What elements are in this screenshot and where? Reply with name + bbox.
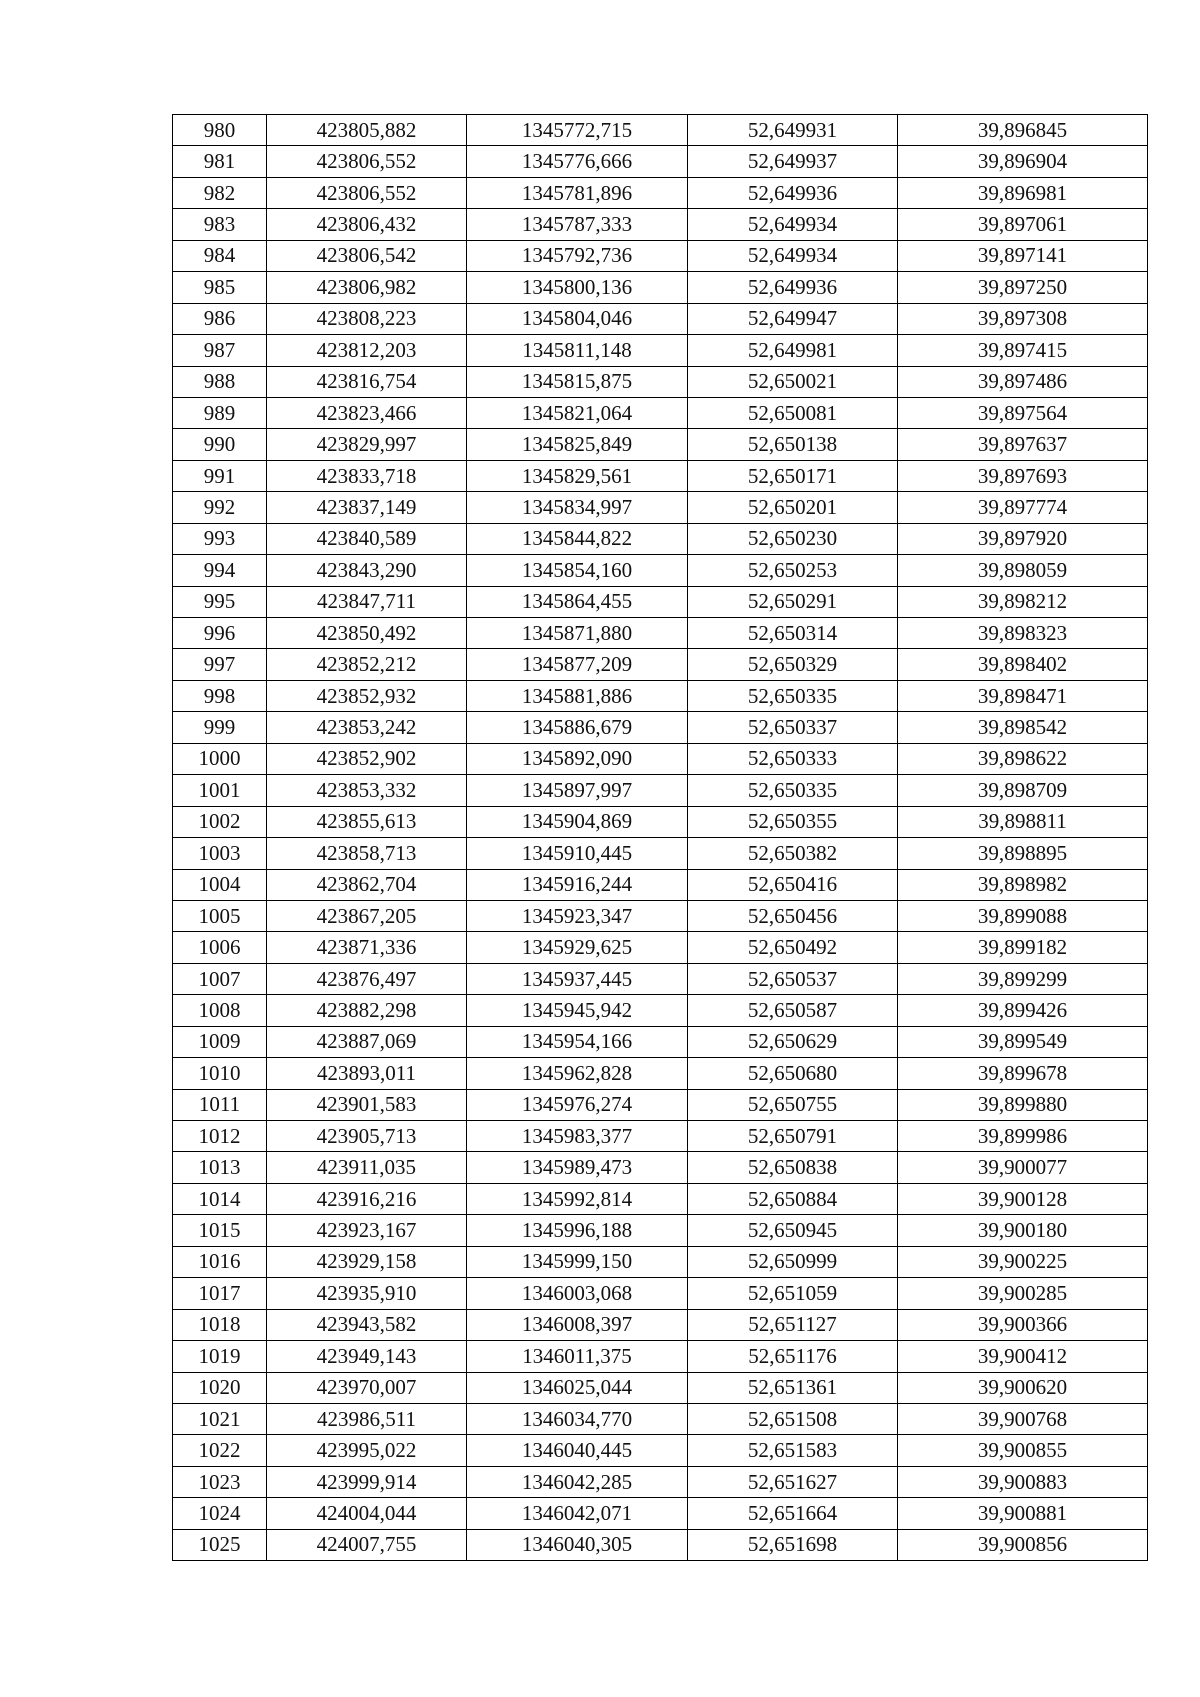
point-number-cell: 997	[173, 649, 267, 680]
y-coordinate-cell: 1345844,822	[467, 523, 688, 554]
table-row	[173, 1183, 1148, 1214]
longitude-cell: 39,896981	[898, 177, 1148, 208]
y-coordinate-cell: 1345904,869	[467, 806, 688, 837]
table-row	[173, 1246, 1148, 1277]
latitude-cell: 52,650884	[688, 1183, 898, 1214]
y-coordinate-cell: 1345923,347	[467, 900, 688, 931]
latitude-cell: 52,650314	[688, 618, 898, 649]
table-row	[173, 1058, 1148, 1089]
latitude-cell: 52,650755	[688, 1089, 898, 1120]
y-coordinate-cell: 1345897,997	[467, 775, 688, 806]
latitude-cell: 52,650629	[688, 1026, 898, 1057]
point-number-cell: 1024	[173, 1498, 267, 1529]
longitude-cell: 39,898895	[898, 838, 1148, 869]
table-row	[173, 177, 1148, 208]
longitude-cell: 39,900883	[898, 1466, 1148, 1497]
y-coordinate-cell: 1345916,244	[467, 869, 688, 900]
y-coordinate-cell: 1345929,625	[467, 932, 688, 963]
point-number-cell: 1017	[173, 1278, 267, 1309]
table-row	[173, 900, 1148, 931]
latitude-cell: 52,649981	[688, 335, 898, 366]
point-number-cell: 983	[173, 209, 267, 240]
x-coordinate-cell: 423935,910	[267, 1278, 467, 1309]
longitude-cell: 39,898709	[898, 775, 1148, 806]
y-coordinate-cell: 1345772,715	[467, 115, 688, 146]
x-coordinate-cell: 423806,432	[267, 209, 467, 240]
y-coordinate-cell: 1346040,305	[467, 1529, 688, 1560]
x-coordinate-cell: 423829,997	[267, 429, 467, 460]
table-row	[173, 1278, 1148, 1309]
y-coordinate-cell: 1345886,679	[467, 712, 688, 743]
x-coordinate-cell: 423970,007	[267, 1372, 467, 1403]
x-coordinate-cell: 424007,755	[267, 1529, 467, 1560]
point-number-cell: 1004	[173, 869, 267, 900]
latitude-cell: 52,650337	[688, 712, 898, 743]
latitude-cell: 52,651361	[688, 1372, 898, 1403]
y-coordinate-cell: 1345864,455	[467, 586, 688, 617]
longitude-cell: 39,900285	[898, 1278, 1148, 1309]
table-row	[173, 397, 1148, 428]
table-row	[173, 335, 1148, 366]
longitude-cell: 39,900366	[898, 1309, 1148, 1340]
x-coordinate-cell: 423852,212	[267, 649, 467, 680]
table-row	[173, 1529, 1148, 1560]
longitude-cell: 39,898811	[898, 806, 1148, 837]
longitude-cell: 39,897637	[898, 429, 1148, 460]
latitude-cell: 52,651059	[688, 1278, 898, 1309]
latitude-cell: 52,650329	[688, 649, 898, 680]
x-coordinate-cell: 423911,035	[267, 1152, 467, 1183]
x-coordinate-cell: 423949,143	[267, 1341, 467, 1372]
x-coordinate-cell: 423847,711	[267, 586, 467, 617]
longitude-cell: 39,899986	[898, 1121, 1148, 1152]
latitude-cell: 52,649936	[688, 272, 898, 303]
y-coordinate-cell: 1345877,209	[467, 649, 688, 680]
latitude-cell: 52,650021	[688, 366, 898, 397]
longitude-cell: 39,898402	[898, 649, 1148, 680]
latitude-cell: 52,649947	[688, 303, 898, 334]
x-coordinate-cell: 423923,167	[267, 1215, 467, 1246]
table-row	[173, 523, 1148, 554]
table-row	[173, 1152, 1148, 1183]
table-row	[173, 555, 1148, 586]
table-row	[173, 932, 1148, 963]
longitude-cell: 39,899182	[898, 932, 1148, 963]
y-coordinate-cell: 1345999,150	[467, 1246, 688, 1277]
table-row	[173, 1466, 1148, 1497]
point-number-cell: 1005	[173, 900, 267, 931]
latitude-cell: 52,650587	[688, 995, 898, 1026]
y-coordinate-cell: 1345989,473	[467, 1152, 688, 1183]
longitude-cell: 39,897693	[898, 460, 1148, 491]
latitude-cell: 52,651664	[688, 1498, 898, 1529]
latitude-cell: 52,650335	[688, 775, 898, 806]
point-number-cell: 986	[173, 303, 267, 334]
x-coordinate-cell: 423806,552	[267, 177, 467, 208]
longitude-cell: 39,898622	[898, 743, 1148, 774]
x-coordinate-cell: 423986,511	[267, 1403, 467, 1434]
y-coordinate-cell: 1345996,188	[467, 1215, 688, 1246]
point-number-cell: 1011	[173, 1089, 267, 1120]
latitude-cell: 52,650456	[688, 900, 898, 931]
latitude-cell: 52,650201	[688, 492, 898, 523]
y-coordinate-cell: 1345792,736	[467, 240, 688, 271]
table-row	[173, 272, 1148, 303]
table-row	[173, 429, 1148, 460]
latitude-cell: 52,649934	[688, 209, 898, 240]
point-number-cell: 990	[173, 429, 267, 460]
latitude-cell: 52,651627	[688, 1466, 898, 1497]
point-number-cell: 1014	[173, 1183, 267, 1214]
point-number-cell: 987	[173, 335, 267, 366]
point-number-cell: 1006	[173, 932, 267, 963]
table-row	[173, 618, 1148, 649]
table-row	[173, 492, 1148, 523]
longitude-cell: 39,897920	[898, 523, 1148, 554]
longitude-cell: 39,900077	[898, 1152, 1148, 1183]
x-coordinate-cell: 423855,613	[267, 806, 467, 837]
y-coordinate-cell: 1345854,160	[467, 555, 688, 586]
coordinates-table	[172, 114, 1148, 1561]
x-coordinate-cell: 423871,336	[267, 932, 467, 963]
table-row	[173, 115, 1148, 146]
latitude-cell: 52,651698	[688, 1529, 898, 1560]
x-coordinate-cell: 423853,332	[267, 775, 467, 806]
point-number-cell: 991	[173, 460, 267, 491]
latitude-cell: 52,650253	[688, 555, 898, 586]
latitude-cell: 52,650791	[688, 1121, 898, 1152]
y-coordinate-cell: 1345821,064	[467, 397, 688, 428]
table-row	[173, 869, 1148, 900]
x-coordinate-cell: 423808,223	[267, 303, 467, 334]
x-coordinate-cell: 423893,011	[267, 1058, 467, 1089]
x-coordinate-cell: 423823,466	[267, 397, 467, 428]
longitude-cell: 39,900881	[898, 1498, 1148, 1529]
table-row	[173, 1372, 1148, 1403]
table-row	[173, 366, 1148, 397]
y-coordinate-cell: 1346040,445	[467, 1435, 688, 1466]
longitude-cell: 39,898212	[898, 586, 1148, 617]
latitude-cell: 52,650333	[688, 743, 898, 774]
x-coordinate-cell: 423887,069	[267, 1026, 467, 1057]
point-number-cell: 994	[173, 555, 267, 586]
x-coordinate-cell: 423852,932	[267, 680, 467, 711]
y-coordinate-cell: 1345983,377	[467, 1121, 688, 1152]
point-number-cell: 993	[173, 523, 267, 554]
longitude-cell: 39,898323	[898, 618, 1148, 649]
y-coordinate-cell: 1345962,828	[467, 1058, 688, 1089]
y-coordinate-cell: 1345815,875	[467, 366, 688, 397]
longitude-cell: 39,897486	[898, 366, 1148, 397]
table-row	[173, 1309, 1148, 1340]
y-coordinate-cell: 1345945,942	[467, 995, 688, 1026]
point-number-cell: 1010	[173, 1058, 267, 1089]
longitude-cell: 39,898542	[898, 712, 1148, 743]
latitude-cell: 52,650416	[688, 869, 898, 900]
longitude-cell: 39,899088	[898, 900, 1148, 931]
longitude-cell: 39,897141	[898, 240, 1148, 271]
y-coordinate-cell: 1345804,046	[467, 303, 688, 334]
y-coordinate-cell: 1345829,561	[467, 460, 688, 491]
longitude-cell: 39,897061	[898, 209, 1148, 240]
x-coordinate-cell: 423882,298	[267, 995, 467, 1026]
x-coordinate-cell: 423806,982	[267, 272, 467, 303]
longitude-cell: 39,896904	[898, 146, 1148, 177]
latitude-cell: 52,651508	[688, 1403, 898, 1434]
latitude-cell: 52,650230	[688, 523, 898, 554]
latitude-cell: 52,650335	[688, 680, 898, 711]
x-coordinate-cell: 423843,290	[267, 555, 467, 586]
longitude-cell: 39,898059	[898, 555, 1148, 586]
x-coordinate-cell: 423867,205	[267, 900, 467, 931]
point-number-cell: 980	[173, 115, 267, 146]
longitude-cell: 39,900768	[898, 1403, 1148, 1434]
latitude-cell: 52,650355	[688, 806, 898, 837]
table-row	[173, 712, 1148, 743]
latitude-cell: 52,649936	[688, 177, 898, 208]
longitude-cell: 39,900412	[898, 1341, 1148, 1372]
latitude-cell: 52,650382	[688, 838, 898, 869]
table-row	[173, 586, 1148, 617]
latitude-cell: 52,651127	[688, 1309, 898, 1340]
y-coordinate-cell: 1345825,849	[467, 429, 688, 460]
point-number-cell: 1016	[173, 1246, 267, 1277]
longitude-cell: 39,897774	[898, 492, 1148, 523]
table-row	[173, 806, 1148, 837]
x-coordinate-cell: 423943,582	[267, 1309, 467, 1340]
point-number-cell: 1015	[173, 1215, 267, 1246]
latitude-cell: 52,650081	[688, 397, 898, 428]
table-row	[173, 209, 1148, 240]
y-coordinate-cell: 1345954,166	[467, 1026, 688, 1057]
table-row	[173, 1215, 1148, 1246]
latitude-cell: 52,649931	[688, 115, 898, 146]
y-coordinate-cell: 1345892,090	[467, 743, 688, 774]
longitude-cell: 39,899880	[898, 1089, 1148, 1120]
x-coordinate-cell: 423853,242	[267, 712, 467, 743]
table-row	[173, 743, 1148, 774]
point-number-cell: 1021	[173, 1403, 267, 1434]
coordinates-table-body	[173, 115, 1148, 1561]
x-coordinate-cell: 423806,542	[267, 240, 467, 271]
point-number-cell: 1025	[173, 1529, 267, 1560]
latitude-cell: 52,650171	[688, 460, 898, 491]
table-row	[173, 1089, 1148, 1120]
table-row	[173, 1498, 1148, 1529]
y-coordinate-cell: 1345871,880	[467, 618, 688, 649]
x-coordinate-cell: 423916,216	[267, 1183, 467, 1214]
y-coordinate-cell: 1345811,148	[467, 335, 688, 366]
x-coordinate-cell: 423837,149	[267, 492, 467, 523]
y-coordinate-cell: 1345787,333	[467, 209, 688, 240]
longitude-cell: 39,900855	[898, 1435, 1148, 1466]
longitude-cell: 39,898471	[898, 680, 1148, 711]
x-coordinate-cell: 423929,158	[267, 1246, 467, 1277]
table-row	[173, 460, 1148, 491]
x-coordinate-cell: 423850,492	[267, 618, 467, 649]
point-number-cell: 1012	[173, 1121, 267, 1152]
table-row	[173, 240, 1148, 271]
point-number-cell: 1020	[173, 1372, 267, 1403]
y-coordinate-cell: 1345910,445	[467, 838, 688, 869]
y-coordinate-cell: 1345992,814	[467, 1183, 688, 1214]
latitude-cell: 52,650492	[688, 932, 898, 963]
longitude-cell: 39,899549	[898, 1026, 1148, 1057]
point-number-cell: 1013	[173, 1152, 267, 1183]
table-row	[173, 963, 1148, 994]
latitude-cell: 52,650838	[688, 1152, 898, 1183]
longitude-cell: 39,898982	[898, 869, 1148, 900]
y-coordinate-cell: 1345776,666	[467, 146, 688, 177]
point-number-cell: 1007	[173, 963, 267, 994]
table-row	[173, 1121, 1148, 1152]
table-row	[173, 649, 1148, 680]
longitude-cell: 39,900180	[898, 1215, 1148, 1246]
y-coordinate-cell: 1346025,044	[467, 1372, 688, 1403]
x-coordinate-cell: 423999,914	[267, 1466, 467, 1497]
y-coordinate-cell: 1346042,285	[467, 1466, 688, 1497]
x-coordinate-cell: 423852,902	[267, 743, 467, 774]
longitude-cell: 39,897250	[898, 272, 1148, 303]
x-coordinate-cell: 423995,022	[267, 1435, 467, 1466]
table-row	[173, 1403, 1148, 1434]
point-number-cell: 1019	[173, 1341, 267, 1372]
point-number-cell: 1018	[173, 1309, 267, 1340]
latitude-cell: 52,650680	[688, 1058, 898, 1089]
table-row	[173, 1435, 1148, 1466]
y-coordinate-cell: 1345937,445	[467, 963, 688, 994]
latitude-cell: 52,650291	[688, 586, 898, 617]
point-number-cell: 999	[173, 712, 267, 743]
x-coordinate-cell: 423805,882	[267, 115, 467, 146]
table-row	[173, 995, 1148, 1026]
longitude-cell: 39,900225	[898, 1246, 1148, 1277]
table-row	[173, 680, 1148, 711]
longitude-cell: 39,900128	[898, 1183, 1148, 1214]
point-number-cell: 1002	[173, 806, 267, 837]
longitude-cell: 39,897308	[898, 303, 1148, 334]
latitude-cell: 52,650138	[688, 429, 898, 460]
point-number-cell: 996	[173, 618, 267, 649]
longitude-cell: 39,899426	[898, 995, 1148, 1026]
point-number-cell: 1022	[173, 1435, 267, 1466]
table-row	[173, 838, 1148, 869]
longitude-cell: 39,896845	[898, 115, 1148, 146]
y-coordinate-cell: 1346011,375	[467, 1341, 688, 1372]
x-coordinate-cell: 423812,203	[267, 335, 467, 366]
x-coordinate-cell: 423816,754	[267, 366, 467, 397]
table-row	[173, 775, 1148, 806]
point-number-cell: 1003	[173, 838, 267, 869]
latitude-cell: 52,649937	[688, 146, 898, 177]
point-number-cell: 1023	[173, 1466, 267, 1497]
x-coordinate-cell: 423876,497	[267, 963, 467, 994]
point-number-cell: 985	[173, 272, 267, 303]
longitude-cell: 39,900620	[898, 1372, 1148, 1403]
y-coordinate-cell: 1346008,397	[467, 1309, 688, 1340]
table-row	[173, 303, 1148, 334]
y-coordinate-cell: 1346042,071	[467, 1498, 688, 1529]
y-coordinate-cell: 1345834,997	[467, 492, 688, 523]
point-number-cell: 981	[173, 146, 267, 177]
x-coordinate-cell: 423840,589	[267, 523, 467, 554]
x-coordinate-cell: 424004,044	[267, 1498, 467, 1529]
point-number-cell: 992	[173, 492, 267, 523]
latitude-cell: 52,651176	[688, 1341, 898, 1372]
point-number-cell: 982	[173, 177, 267, 208]
latitude-cell: 52,651583	[688, 1435, 898, 1466]
x-coordinate-cell: 423806,552	[267, 146, 467, 177]
point-number-cell: 988	[173, 366, 267, 397]
point-number-cell: 1009	[173, 1026, 267, 1057]
longitude-cell: 39,899299	[898, 963, 1148, 994]
longitude-cell: 39,897564	[898, 397, 1148, 428]
y-coordinate-cell: 1346003,068	[467, 1278, 688, 1309]
table-row	[173, 1026, 1148, 1057]
x-coordinate-cell: 423905,713	[267, 1121, 467, 1152]
latitude-cell: 52,650999	[688, 1246, 898, 1277]
y-coordinate-cell: 1345800,136	[467, 272, 688, 303]
x-coordinate-cell: 423862,704	[267, 869, 467, 900]
y-coordinate-cell: 1345881,886	[467, 680, 688, 711]
longitude-cell: 39,900856	[898, 1529, 1148, 1560]
x-coordinate-cell: 423901,583	[267, 1089, 467, 1120]
point-number-cell: 1001	[173, 775, 267, 806]
latitude-cell: 52,650537	[688, 963, 898, 994]
longitude-cell: 39,899678	[898, 1058, 1148, 1089]
latitude-cell: 52,649934	[688, 240, 898, 271]
y-coordinate-cell: 1345976,274	[467, 1089, 688, 1120]
latitude-cell: 52,650945	[688, 1215, 898, 1246]
longitude-cell: 39,897415	[898, 335, 1148, 366]
x-coordinate-cell: 423858,713	[267, 838, 467, 869]
point-number-cell: 984	[173, 240, 267, 271]
table-row	[173, 1341, 1148, 1372]
point-number-cell: 998	[173, 680, 267, 711]
point-number-cell: 1008	[173, 995, 267, 1026]
point-number-cell: 995	[173, 586, 267, 617]
point-number-cell: 989	[173, 397, 267, 428]
point-number-cell: 1000	[173, 743, 267, 774]
x-coordinate-cell: 423833,718	[267, 460, 467, 491]
y-coordinate-cell: 1345781,896	[467, 177, 688, 208]
table-row	[173, 146, 1148, 177]
y-coordinate-cell: 1346034,770	[467, 1403, 688, 1434]
